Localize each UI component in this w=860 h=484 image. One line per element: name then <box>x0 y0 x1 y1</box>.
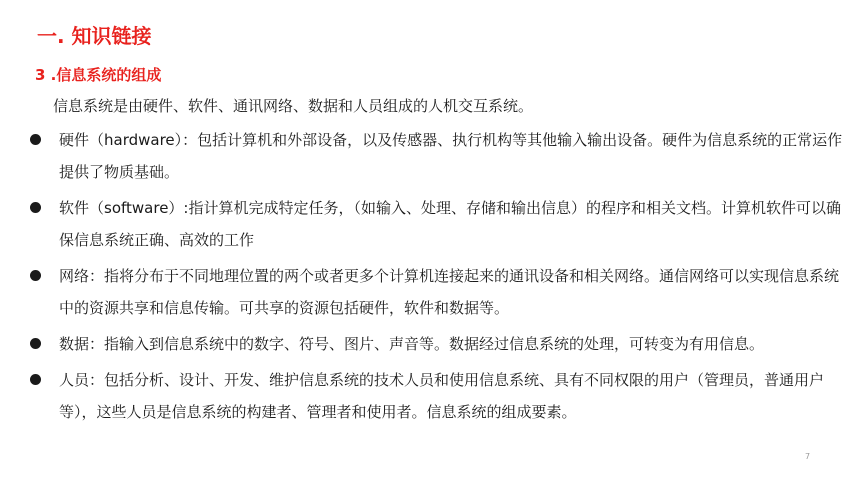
bullet-text: 硬件（hardware）：包括计算机和外部设备，以及传感器、执行机构等其他输入输出设备。硬件为信息系统的正常运作提供了物质基础。 <box>59 131 843 181</box>
bullet-item-software <box>0 192 843 256</box>
bullet-text: 网络：指将分布于不同地理位置的两个或者更多个计算机连接起来的通讯设备和相关网络。通信网络可以实现信息系统中的资源共享和信息传输。可共享的资源包括硬件，软件和数据等。 <box>59 267 840 317</box>
page-number: 7 <box>805 452 811 461</box>
bullet-text: 软件（software）:指计算机完成特定任务，（如输入、处理、存储和输出信息）的程序和相关文档。计算机软件可以确保信息系统正确、高效的工作 <box>59 199 841 249</box>
section-title: 一. 知识链接 <box>37 24 152 48</box>
bullet-item-data <box>0 328 843 360</box>
bullet-dot-icon <box>30 374 41 385</box>
bullet-dot-icon <box>30 270 41 281</box>
bullet-list <box>0 124 860 432</box>
bullet-dot-icon <box>30 134 41 145</box>
bullet-item-personnel <box>0 364 843 428</box>
sub-title: 3 .信息系统的组成 <box>35 66 162 84</box>
bullet-item-hardware <box>0 124 843 188</box>
bullet-dot-icon <box>30 338 41 349</box>
bullet-text: 人员：包括分析、设计、开发、维护信息系统的技术人员和使用信息系统、具有不同权限的用户（管理员，普通用户等），这些人员是信息系统的构建者、管理者和使用者。信息系统的组成要素。 <box>59 371 825 421</box>
bullet-text: 数据：指输入到信息系统中的数字、符号、图片、声音等。数据经过信息系统的处理，可转变为有用信息。 <box>59 335 765 353</box>
bullet-item-network <box>0 260 843 324</box>
bullet-dot-icon <box>30 202 41 213</box>
intro-paragraph: 信息系统是由硬件、软件、通讯网络、数据和人员组成的人机交互系统。 <box>53 97 534 115</box>
